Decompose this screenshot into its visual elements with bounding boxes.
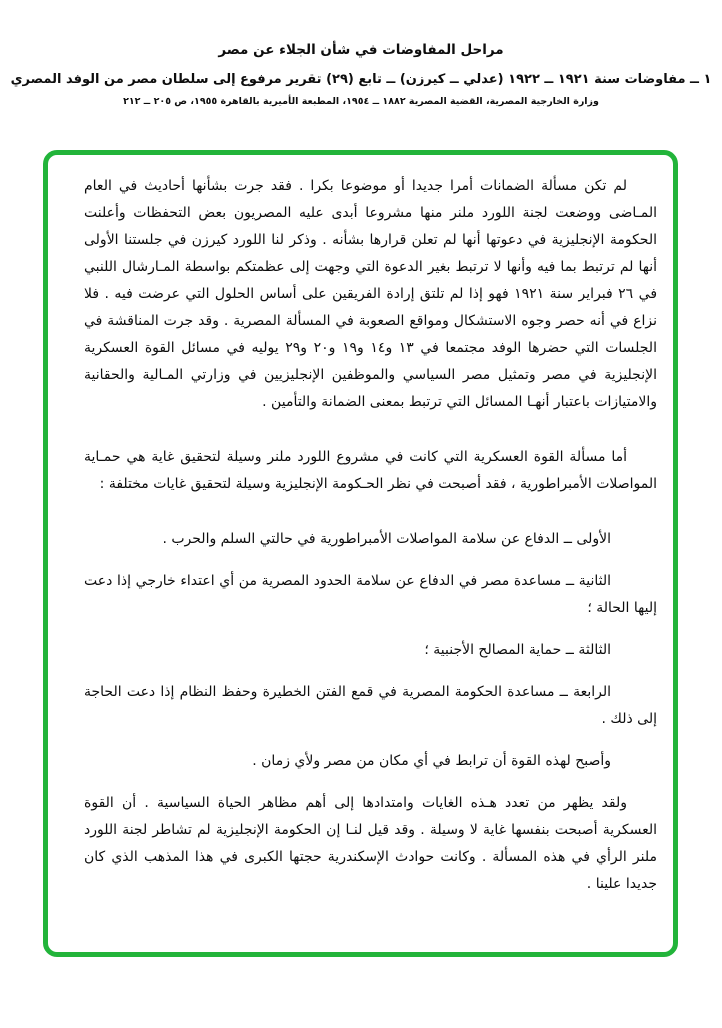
page-title: مراحل المفاوضات في شأن الجلاء عن مصر <box>218 42 504 58</box>
document-body <box>48 155 673 898</box>
document-subtitle: ١ ــ مفاوضات سنة ١٩٢١ ــ ١٩٢٢ (عدلي ــ كيرزن) ــ تابع (٢٩) تقرير مرفوع إلى سلطان مصر من الوفد المصري <box>10 72 712 87</box>
list-item-first: الأولى ــ الدفاع عن سلامة المواصلات الأمبراطورية في حالتي السلم والحرب . <box>162 531 611 547</box>
list-item-second: الثانية ــ مساعدة مصر في الدفاع عن سلامة الحدود المصرية من أي اعتداء خارجي إذا دعت إليها الحالة ؛ <box>84 573 657 616</box>
list-item-fourth: الرابعة ــ مساعدة الحكومة المصرية في قمع الفتن الخطيرة وحفظ النظام إذا دعت الحاجة إلى ذلك . <box>84 684 657 727</box>
page-header <box>0 0 722 107</box>
document-frame <box>43 150 678 957</box>
paragraph: وأصبح لهذه القوة أن ترابط في أي مكان من مصر ولأي زمان . <box>252 753 611 769</box>
paragraph: أما مسألة القوة العسكرية التي كانت في مشروع اللورد ملنر وسيلة لتحقيق غاية هي حمـاية المواصلات الأمبراطورية ، فقد أصبحت في نظر الحـكومة الإنجليزية وسيلة لتحقيق غايات مختلفة : <box>84 449 657 492</box>
source-citation: وزارة الخارجية المصرية، القضية المصرية ١٨٨٢ ــ ١٩٥٤، المطبعة الأميرية بالقاهرة ١٩٥٥، ص ٢٠٥ ــ ٢١٢ <box>123 96 599 107</box>
paragraph: ولقد يظهر من تعدد هـذه الغايات وامتدادها إلى أهم مظاهر الحياة السياسية . أن القوة العسكرية أصبحت بنفسها غاية لا وسيلة . وقد قيل لنـا إن الحكومة الإنجليزية لم تشاطر لجنة اللورد ملنر الرأي في هذه المسألة . وكانت حوادث الإسكندرية حجتها الكبرى في هذا المذهب الذي كان جديدا علينا . <box>84 795 657 892</box>
paragraph: لم تكن مسألة الضمانات أمرا جديدا أو موضوعا بكرا . فقد جرت بشأنها أحاديث في العام المـاضى ووضعت لجنة اللورد ملنر منها مشروعا أبدى عليه المصريون بعض التحفظات وأعلنت الحكومة الإنجليزية في دعوتها أنها لم تعلن قرارها بشأنه . وذكر لنا اللورد كيرزن في جلستنا الأولى أنها لم ترتبط بما فيه وأنها لا ترتبط بغير الدعوة التي وجهت إلى عظمتكم بواسطة المـارشال اللنبي في ٢٦ فبراير سنة ١٩٢١ فهو إذا لم تلتق إرادة الفريقين على أساس الحلول التي عرضت فيه . فلا نزاع في أنه حصر وجوه الاستشكال ومواقع الصعوبة في المسألة المصرية . وقد جرت المناقشة في الجلسات التي حضرها الوفد مجتمعا في ١٣ و١٤ و١٩ و٢٠ و٢٩ يوليه في مسائل القوة العسكرية الإنجليزية في مصر وتمثيل مصر السياسي والموظفين الإنجليزيين في وزارتي المـالية والحقانية والامتيازات باعتبار أنهـا المسائل التي ترتبط بمعنى الضمانة والتأمين . <box>84 178 658 410</box>
list-item-third: الثالثة ــ حماية المصالح الأجنبية ؛ <box>424 642 611 658</box>
